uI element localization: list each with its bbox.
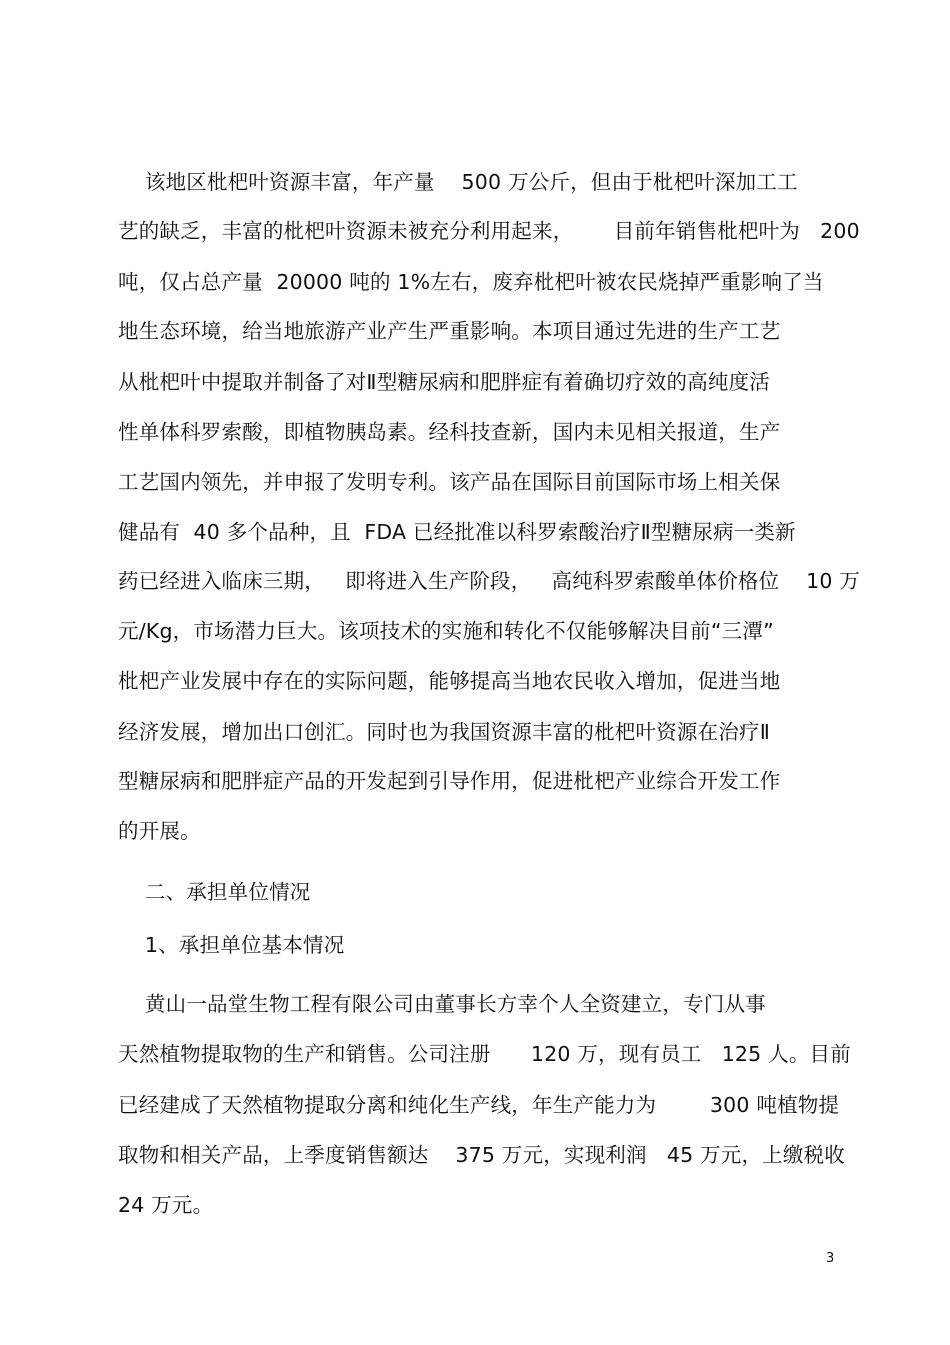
paragraph-1-line-5: 从枇杷叶中提取并制备了对Ⅱ型糖尿病和肥胖症有着确切疗效的高纯度活: [118, 370, 770, 394]
section-heading: 二、承担单位情况: [118, 880, 311, 904]
paragraph-1-line-14: 的开展。: [118, 819, 201, 843]
paragraph-1-line-11: 枇杷产业发展中存在的实际问题，能够提高当地农民收入增加，促进当地: [118, 669, 781, 693]
paragraph-2-line-1: 黄山一品堂生物工程有限公司由董事长方幸个人全资建立，专门从事: [118, 992, 766, 1016]
paragraph-1-line-9: 药已经进入临床三期， 即将进入生产阶段， 高纯科罗索酸单体价格位 10 万: [118, 569, 861, 593]
paragraph-1-line-13: 型糖尿病和肥胖症产品的开发起到引导作用，促进枇杷产业综合开发工作: [118, 769, 781, 793]
paragraph-2-line-5: 24 万元。: [118, 1193, 214, 1217]
paragraph-2-line-2: 天然植物提取物的生产和销售。公司注册 120 万，现有员工 125 人。目前: [118, 1042, 851, 1066]
paragraph-1-line-1: 该地区枇杷叶资源丰富，年产量 500 万公斤，但由于枇杷叶深加工工: [118, 170, 798, 194]
paragraph-1-line-10: 元/Kg，市场潜力巨大。该项技术的实施和转化不仅能够解决目前“三潭”: [118, 619, 774, 643]
paragraph-1-line-7: 工艺国内领先，并申报了发明专利。该产品在国际目前国际市场上相关保: [118, 470, 781, 494]
paragraph-1-line-6: 性单体科罗索酸，即植物胰岛素。经科技查新，国内未见相关报道，生产: [118, 420, 781, 444]
paragraph-1-line-12: 经济发展，增加出口创汇。同时也为我国资源丰富的枇杷叶资源在治疗Ⅱ: [118, 720, 770, 744]
paragraph-1-line-8: 健品有 40 多个品种，且 FDA 已经批准以科罗索酸治疗Ⅱ型糖尿病一类新: [118, 520, 796, 544]
paragraph-2-line-3: 已经建成了天然植物提取分离和纯化生产线，年生产能力为 300 吨植物提: [118, 1093, 840, 1117]
page-number: 3: [826, 1251, 835, 1266]
paragraph-1-line-3: 吨，仅占总产量 20000 吨的 1%左右，废弃枇杷叶被农民烧掉严重影响了当: [118, 270, 824, 294]
paragraph-1-line-2: 艺的缺乏，丰富的枇杷叶资源未被充分利用起来， 目前年销售枇杷叶为 200: [118, 219, 860, 243]
paragraph-1-line-4: 地生态环境，给当地旅游产业产生严重影响。本项目通过先进的生产工艺: [118, 319, 781, 343]
subsection-heading: 1、承担单位基本情况: [118, 933, 345, 957]
paragraph-2-line-4: 取物和相关产品，上季度销售额达 375 万元，实现利润 45 万元，上缴税收: [118, 1143, 845, 1167]
